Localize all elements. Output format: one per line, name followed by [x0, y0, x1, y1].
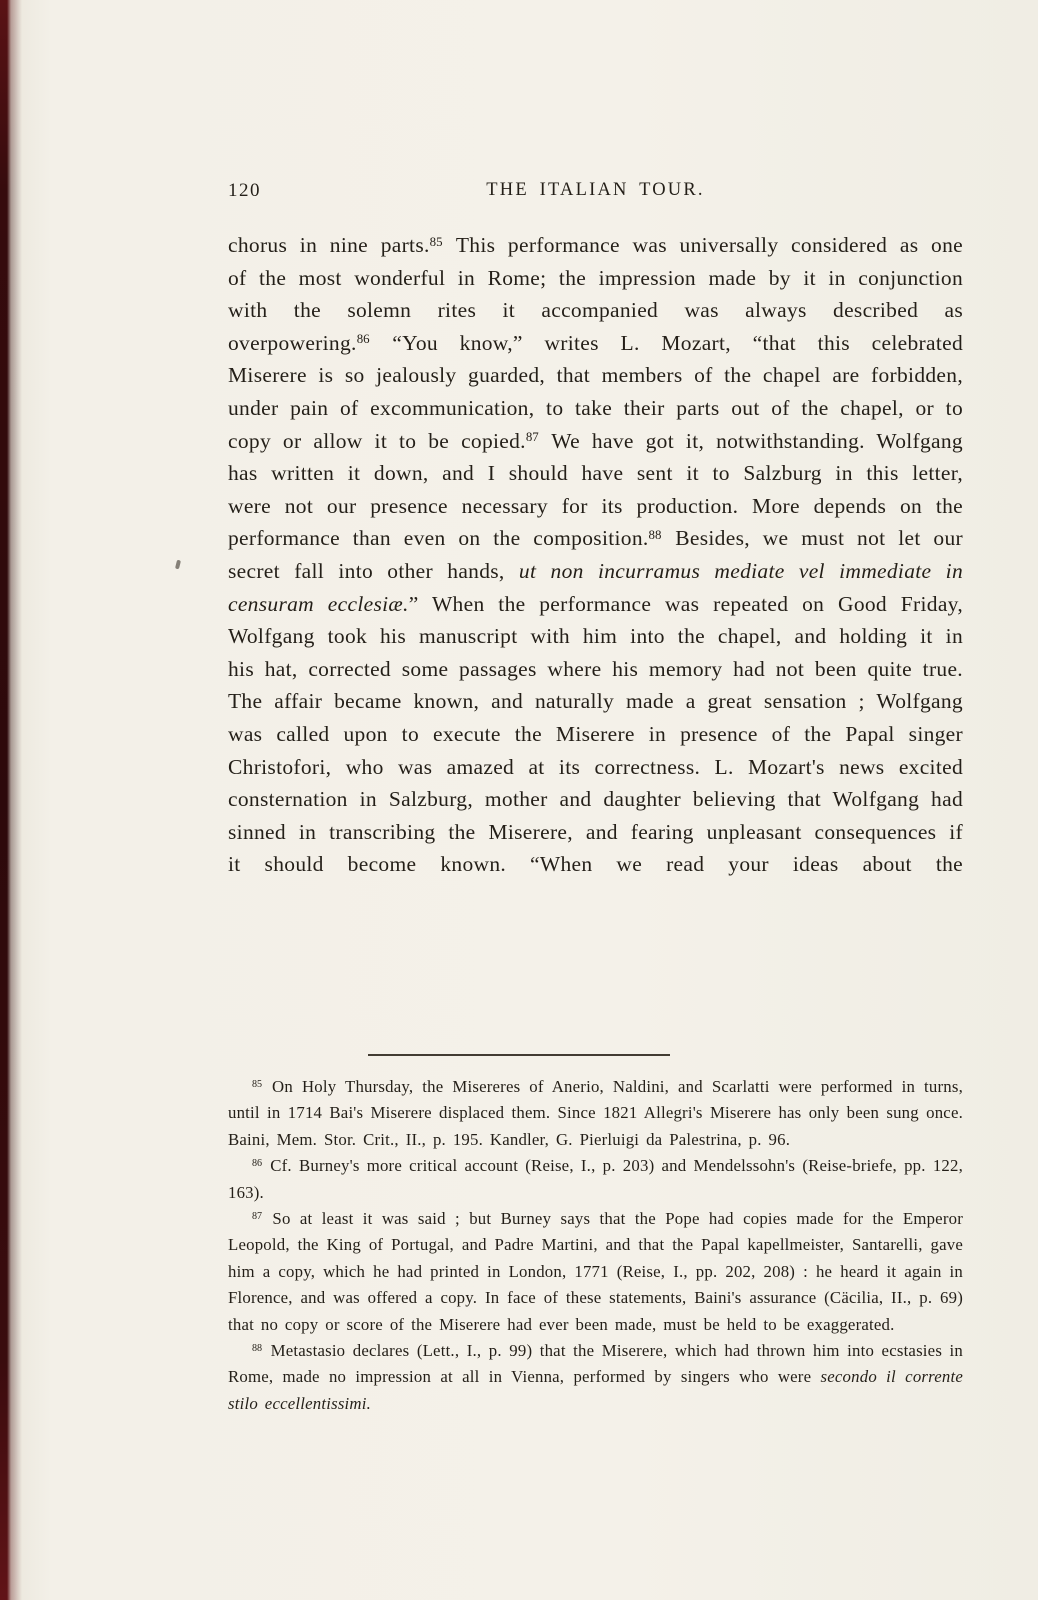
scan-artifact [175, 560, 181, 570]
text-run: So at least it was said ; but Burney says that the Pope had copies made for the Emperor Leopold, the King of Portugal, and Padre Martini, and that the Papal kapellmeister, Santarelli, gave him a copy, which he had printed in London, 1771 (Reise, I., pp. 202, 208) : he heard it again in Florence, and was offered a copy. In face of these statements, Baini's assurance (Cäcilia, II., p. 69) that no copy or score of the Miserere had ever been made, must be held to be exaggerated. [228, 1209, 963, 1334]
body-paragraph [228, 229, 963, 881]
text-run: Besides, we must not let our secret fall into other hands, [228, 526, 963, 583]
footnote-marker: 86 [356, 332, 370, 347]
text-run: ” When the performance was repeated on Good Friday, Wolfgang took his manuscript with him into the chapel, and holding it in his hat, corrected some passages where his memory had not been quite true. The affair became known, and naturally made a great sensation ; Wolfgang was called upon to execute the Miserere in presence of the Papal singer Christofori, who was amazed at its correctness. L. Mozart's news excited consternation in Salzburg, mother and daughter believing that Wolfgang had sinned in transcribing the Miserere, and fearing unpleasant consequences if it should become known. “When we read your ideas about the [228, 591, 963, 877]
footnote-marker: 88 [252, 1343, 263, 1355]
footnote-85 [228, 1074, 963, 1153]
running-title: THE ITALIAN TOUR. [486, 180, 705, 200]
footnote-marker: 85 [429, 234, 443, 249]
text-run: Cf. Burney's more critical account (Reise, I., p. 203) and Mendelssohn's (Reise-briefe, pp. 122, 163). [228, 1156, 963, 1202]
italic-text-run: ut non incurramus mediate vel immediate in censuram ecclesiæ. [228, 558, 963, 616]
text-run: On Holy Thursday, the Misereres of Anerio, Naldini, and Scarlatti were performed in turns, until in 1714 Bai's Miserere displaced them. Since 1821 Allegri's Miserere has only been sung once. Baini, Mem. Stor. Crit., II., p. 195. Kandler, G. Pierluigi da Palestrina, p. 96. [228, 1077, 963, 1149]
footnote-86 [228, 1153, 963, 1206]
text-run: Metastasio declares (Lett., I., p. 99) that the Miserere, which had thrown him into ecstasies in Rome, made no impression at all in Vienna, performed by singers who were [228, 1341, 963, 1387]
main-text-block [228, 229, 963, 881]
footnote-separator-rule [368, 1054, 670, 1056]
text-run: We have got it, notwithstanding. Wolfgang has written it down, and I should have sent it to Salzburg in this letter, were not our presence necessary for its production. More depends on the performance than even on the composition. [228, 428, 963, 551]
footnote-marker: 86 [252, 1158, 263, 1170]
page-header [228, 180, 963, 206]
text-run: chorus in nine parts. [228, 233, 430, 257]
footnote-marker: 88 [648, 527, 662, 542]
footnote-marker: 85 [252, 1078, 263, 1090]
footnote-87 [228, 1206, 963, 1338]
italic-text-run: secondo il corrente stilo eccellentissimi. [228, 1367, 963, 1413]
footnote-marker: 87 [252, 1211, 263, 1222]
footnotes-block [228, 1074, 963, 1417]
text-run: This performance was universally considered as one of the most wonderful in Rome; the impression made by it in conjunction with the solemn rites it accompanied was always described as overpowering. [228, 233, 963, 355]
footnote-marker: 87 [525, 430, 539, 445]
text-run: “You know,” writes L. Mozart, “that this celebrated Miserere is so jealously guarded, that members of the chapel are forbidden, under pain of excommunication, to take their parts out of the chapel, or to copy or allow it to be copied. [228, 330, 963, 453]
page-number: 120 [228, 180, 261, 201]
footnote-88 [228, 1338, 963, 1417]
book-binding-edge [0, 0, 22, 1600]
